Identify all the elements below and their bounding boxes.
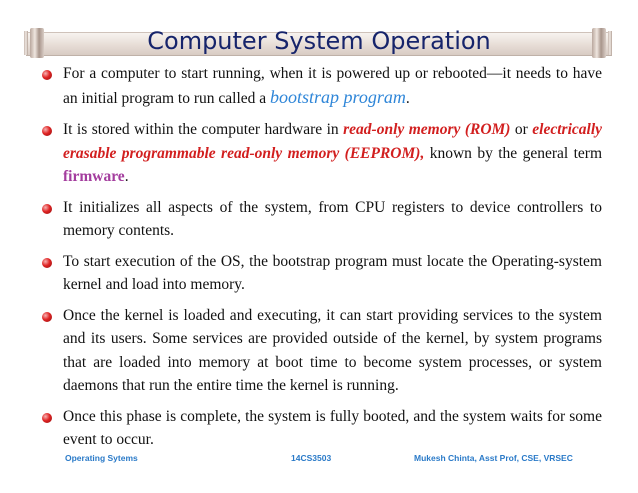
- bullet-icon: [42, 70, 52, 80]
- slide-footer: [37, 451, 602, 467]
- keyword-firmware: firmware: [63, 168, 125, 185]
- footer-author: Mukesh Chinta, Asst Prof, CSE, VRSEC: [414, 453, 573, 463]
- bullet-text-part: It is stored within the computer hardware in: [63, 121, 344, 138]
- bullet-text-part: .: [405, 89, 410, 107]
- bullet-icon: [42, 126, 52, 136]
- keyword-rom: read-only memory (ROM): [343, 121, 511, 138]
- bullet-icon: [42, 413, 52, 423]
- bullet-item: [37, 250, 602, 297]
- bullet-item: [37, 62, 602, 110]
- bullet-item: [37, 405, 602, 452]
- bullet-text: [63, 62, 602, 110]
- footer-course-code: 14CS3503: [291, 453, 332, 463]
- footer-course: Operating Sytems: [65, 453, 138, 463]
- keyword-eeprom: electrically erasable programmable read-only memory (EEPROM),: [63, 121, 603, 162]
- bullet-icon: [42, 204, 52, 214]
- bullet-item: [37, 118, 602, 189]
- bullet-text: Once this phase is complete, the system is fully booted, and the system waits for some event to occur.: [63, 407, 602, 448]
- bullet-text: It initializes all aspects of the system, from CPU registers to device controllers to memory contents.: [63, 198, 602, 239]
- slide-title: Computer System Operation: [147, 27, 491, 55]
- bullet-icon: [42, 312, 52, 322]
- keyword-bootstrap-program: bootstrap program: [270, 86, 406, 107]
- bullet-item: [37, 304, 602, 398]
- bullet-text-part: .: [124, 168, 129, 185]
- bullet-list: [37, 62, 602, 452]
- bullet-text-part: For a computer to start running, when it is powered up or rebooted—it needs to have an initial program to run called a: [63, 65, 602, 107]
- bullet-text: Once the kernel is loaded and executing, it can start providing services to the system and its users. Some services are provided outside of the kernel, by system programs that are loaded into memory at boot time to become system processes, or system daemons that run the entire time the kernel is running.: [63, 306, 602, 394]
- bullet-text: [63, 118, 602, 189]
- bullet-text-part: or: [510, 121, 533, 138]
- bullet-text: To start execution of the OS, the bootstrap program must locate the Operating-system kernel and load into memory.: [63, 252, 602, 293]
- bullet-item: [37, 196, 602, 243]
- bullet-text-part: known by the general term: [424, 144, 603, 162]
- bullet-icon: [42, 258, 52, 268]
